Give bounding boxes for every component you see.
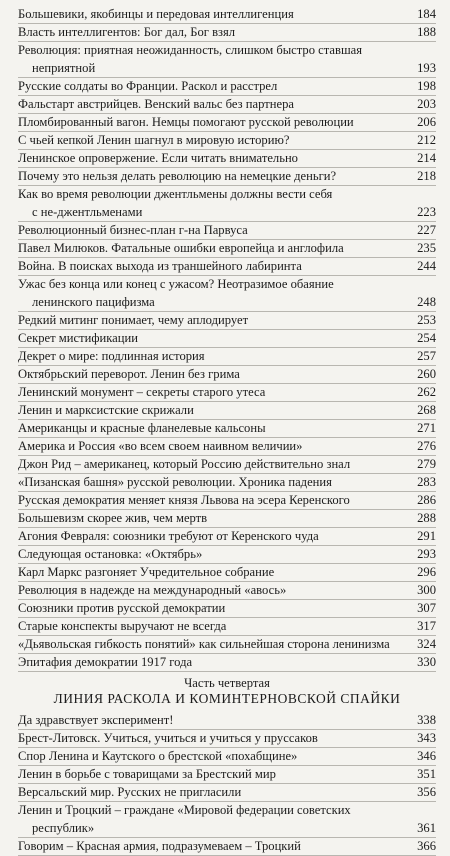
toc-page-number: 184	[417, 7, 436, 21]
toc-entry-title-line: «Пизанская башня» русской революции. Хроника падения	[18, 475, 332, 489]
toc-entry-title	[18, 765, 402, 783]
toc-entry-title	[18, 419, 402, 437]
toc-page-number: 248	[417, 295, 436, 309]
toc-entry-title-line: Большевизм скорее жив, чем мертв	[18, 511, 208, 525]
toc-page-number: 227	[417, 223, 436, 237]
toc-page-number: 268	[417, 403, 436, 417]
toc-entry	[18, 311, 436, 330]
toc-entry	[18, 275, 436, 312]
toc-page-number: 324	[417, 637, 436, 651]
toc-entry-title	[18, 653, 402, 671]
toc-entry	[18, 473, 436, 492]
toc-entry-title	[18, 239, 402, 257]
toc-page-number: 291	[417, 529, 436, 543]
toc-entry-title	[18, 509, 402, 527]
toc-entry	[18, 149, 436, 168]
toc-entry-title	[18, 617, 402, 635]
toc-entry-title-line: Ужас без конца или конец с ужасом? Неотразимое обаяние	[18, 277, 334, 291]
toc-entry-title-line: Фальстарт австрийцев. Венский вальс без партнера	[18, 97, 294, 111]
toc-entry-title	[18, 801, 402, 837]
toc-entry-title-line: Говорим – Красная армия, подразумеваем – Троцкий	[18, 839, 301, 853]
toc-entry	[18, 545, 436, 564]
toc-entry	[18, 383, 436, 402]
toc-entry	[18, 257, 436, 276]
toc-page-number: 254	[417, 331, 436, 345]
toc-entry-title	[18, 729, 402, 747]
toc-entry-title-line: Карл Маркс разгоняет Учредительное собрание	[18, 565, 275, 579]
toc-entry	[18, 653, 436, 672]
toc-entry	[18, 635, 436, 654]
toc-entry-title	[18, 437, 402, 455]
toc-entry-title-line: «Дьявольская гибкость понятий» как сильнейшая сторона ленинизма	[18, 637, 390, 651]
toc-entry-title-line: Ленинский монумент – секреты старого утеса	[18, 385, 266, 399]
part-label: Часть четвертая	[184, 676, 270, 690]
toc-entry-title	[18, 527, 402, 545]
toc-entry-title-line: С чьей кепкой Ленин шагнул в мировую историю?	[18, 133, 290, 147]
toc-entry	[18, 527, 436, 546]
toc-entry	[18, 131, 436, 150]
toc-page-number: 223	[417, 205, 436, 219]
toc-entry	[18, 563, 436, 582]
toc-entry	[18, 747, 436, 766]
toc-entry-title	[18, 545, 402, 563]
toc-entry	[18, 437, 436, 456]
toc-entry	[18, 347, 436, 366]
toc-page-number: 288	[417, 511, 436, 525]
toc-entry-title-line: Война. В поисках выхода из траншейного лабиринта	[18, 259, 302, 273]
toc-entry-title-line: Русская демократия меняет князя Львова на эсера Керенского	[18, 493, 350, 507]
toc-page-number: 257	[417, 349, 436, 363]
toc-entry	[18, 329, 436, 348]
toc-page-number: 346	[417, 749, 436, 763]
toc-page-number: 317	[417, 619, 436, 633]
toc-page-number: 253	[417, 313, 436, 327]
toc-entry	[18, 113, 436, 132]
toc-entry	[18, 837, 436, 856]
toc-entry-title-line: Эпитафия демократии 1917 года	[18, 655, 193, 669]
toc-entry	[18, 491, 436, 510]
toc-entry	[18, 581, 436, 600]
toc-entry-title-line: Октябрьский переворот. Ленин без грима	[18, 367, 240, 381]
toc-entry-title	[18, 113, 402, 131]
toc-page-number: 198	[417, 79, 436, 93]
toc-entry-title-line: Почему это нельзя делать революцию на немецкие деньги?	[18, 169, 337, 183]
toc-entry-title-continuation: ленинского пацифизма	[32, 295, 155, 309]
toc-page-number: 218	[417, 169, 436, 183]
toc-entry-title-line: Ленинское опровержение. Если читать внимательно	[18, 151, 298, 165]
toc-entry-title-line: Декрет о мире: подлинная история	[18, 349, 205, 363]
toc-entry	[18, 77, 436, 96]
toc-entry-title-line: Брест-Литовск. Учиться, учиться и учиться у пруссаков	[18, 731, 318, 745]
toc-page-number: 203	[417, 97, 436, 111]
toc-entry-title-line: Власть интеллигентов: Бог дал, Бог взял	[18, 25, 236, 39]
toc-entry-title-line: Ленин и марксистские скрижали	[18, 403, 194, 417]
toc-entry-title-line: Джон Рид – американец, который Россию действительно знал	[18, 457, 351, 471]
toc-page-number: 296	[417, 565, 436, 579]
toc-entry-title	[18, 635, 402, 653]
toc-entry-title-continuation: неприятной	[32, 61, 96, 75]
toc-page-number: 366	[417, 839, 436, 853]
toc-entry-title	[18, 473, 402, 491]
toc-page-number: 330	[417, 655, 436, 669]
toc-page-number: 262	[417, 385, 436, 399]
toc-entry-title-line: Пломбированный вагон. Немцы помогают русской революции	[18, 115, 354, 129]
toc-entry-title-continuation: с не-джентльменами	[32, 205, 143, 219]
toc-entry-title-line: Спор Ленина и Каутского о брестской «похабщине»	[18, 749, 298, 763]
toc-page-number: 212	[417, 133, 436, 147]
toc-entry	[18, 455, 436, 474]
toc-page-number: 283	[417, 475, 436, 489]
toc-entry-title	[18, 401, 402, 419]
toc-entry-title-line: Большевики, якобинцы и передовая интеллигенция	[18, 7, 294, 21]
toc-page-number: 214	[417, 151, 436, 165]
toc-entry-title-continuation: республик»	[32, 821, 95, 835]
toc-entry-title	[18, 95, 402, 113]
toc-entry	[18, 599, 436, 618]
toc-entry-title	[18, 491, 402, 509]
toc-entry	[18, 167, 436, 186]
toc-entry-title	[18, 383, 402, 401]
toc-page-number: 276	[417, 439, 436, 453]
toc-entry	[18, 401, 436, 420]
toc-entry	[18, 365, 436, 384]
toc-entry-title	[18, 41, 402, 77]
toc-page-number: 361	[417, 821, 436, 835]
toc-entry	[18, 23, 436, 42]
toc-entry	[18, 41, 436, 78]
toc-entry-title	[18, 329, 402, 347]
toc-entry	[18, 617, 436, 636]
toc-entry-title	[18, 747, 402, 765]
toc-entry-title-line: Да здравствует эксперимент!	[18, 713, 174, 727]
toc-entry-title	[18, 149, 402, 167]
toc-entry-title-line: Агония Февраля: союзники требуют от Керенского чуда	[18, 529, 319, 543]
toc-page-number: 279	[417, 457, 436, 471]
toc-entry-title-line: Революционный бизнес-план г-на Парвуса	[18, 223, 248, 237]
toc-entry-title-line: Следующая остановка: «Октябрь»	[18, 547, 203, 561]
toc-entry-title-line: Революция в надежде на международный «авось»	[18, 583, 287, 597]
toc-entry-title	[18, 563, 402, 581]
toc-entry-title	[18, 837, 402, 855]
toc-entry-title	[18, 5, 402, 23]
toc-page-number: 206	[417, 115, 436, 129]
toc-page-number: 300	[417, 583, 436, 597]
toc-entry-title-line: Ленин и Троцкий – граждане «Мировой федерации советских	[18, 803, 351, 817]
toc-entry	[18, 783, 436, 802]
toc-entry-title	[18, 783, 402, 801]
toc-entry	[18, 221, 436, 240]
toc-entry-title-line: Союзники против русской демократии	[18, 601, 226, 615]
toc-entry-title	[18, 167, 402, 185]
toc-entry	[18, 801, 436, 838]
toc-entry-title-line: Ленин в борьбе с товарищами за Брестский мир	[18, 767, 276, 781]
toc-entry-title	[18, 347, 402, 365]
toc-page-number: 343	[417, 731, 436, 745]
toc-entry-title-line: Америка и Россия «во всем своем наивном величии»	[18, 439, 303, 453]
toc-entry-title-line: Павел Милюков. Фатальные ошибки европейца и англофила	[18, 241, 344, 255]
toc-page-number: 271	[417, 421, 436, 435]
toc-page-number: 193	[417, 61, 436, 75]
toc-page-number: 235	[417, 241, 436, 255]
toc-entry	[18, 711, 436, 730]
toc-page-number: 351	[417, 767, 436, 781]
toc-page-number: 356	[417, 785, 436, 799]
toc-entry	[18, 5, 436, 24]
toc-entry	[18, 765, 436, 784]
toc-page-number: 293	[417, 547, 436, 561]
toc-entry-title	[18, 131, 402, 149]
toc-entry	[18, 239, 436, 258]
toc-entry	[18, 95, 436, 114]
toc-entry-title	[18, 599, 402, 617]
toc-page-number: 260	[417, 367, 436, 381]
toc-entry-title-line: Секрет мистификации	[18, 331, 138, 345]
toc-entry-title	[18, 221, 402, 239]
toc-entry-title	[18, 185, 402, 221]
toc-entry-title	[18, 77, 402, 95]
toc-entry-title-line: Старые конспекты выручают не всегда	[18, 619, 227, 633]
toc-page-number: 188	[417, 25, 436, 39]
toc-entry-title	[18, 581, 402, 599]
toc-page-number: 307	[417, 601, 436, 615]
toc-entry-title	[18, 711, 402, 729]
toc-entry-title-line: Как во время революции джентльмены должны вести себя	[18, 187, 333, 201]
toc-entry	[18, 185, 436, 222]
toc-entry-title-line: Русские солдаты во Франции. Раскол и расстрел	[18, 79, 278, 93]
toc-page-number: 338	[417, 713, 436, 727]
toc-entry	[18, 509, 436, 528]
toc-entry-title	[18, 23, 402, 41]
toc-entry	[18, 419, 436, 438]
toc-entry-title-line: Редкий митинг понимает, чему аплодирует	[18, 313, 249, 327]
part-title: ЛИНИЯ РАСКОЛА И КОМИНТЕРНОВСКОЙ СПАЙКИ	[53, 691, 401, 706]
toc-entry-title	[18, 455, 402, 473]
toc-entry	[18, 729, 436, 748]
toc-entry-title-line: Американцы и красные фланелевые кальсоны	[18, 421, 266, 435]
toc-entry-title	[18, 257, 402, 275]
toc-entry-title-line: Версальский мир. Русских не пригласили	[18, 785, 242, 799]
toc-entry-title	[18, 275, 402, 311]
toc-entry-title-line: Революция: приятная неожиданность, слишком быстро ставшая	[18, 43, 363, 57]
toc-page-number: 244	[417, 259, 436, 273]
toc-entry-title	[18, 365, 402, 383]
toc-page-number: 286	[417, 493, 436, 507]
toc-entry-title	[18, 311, 402, 329]
